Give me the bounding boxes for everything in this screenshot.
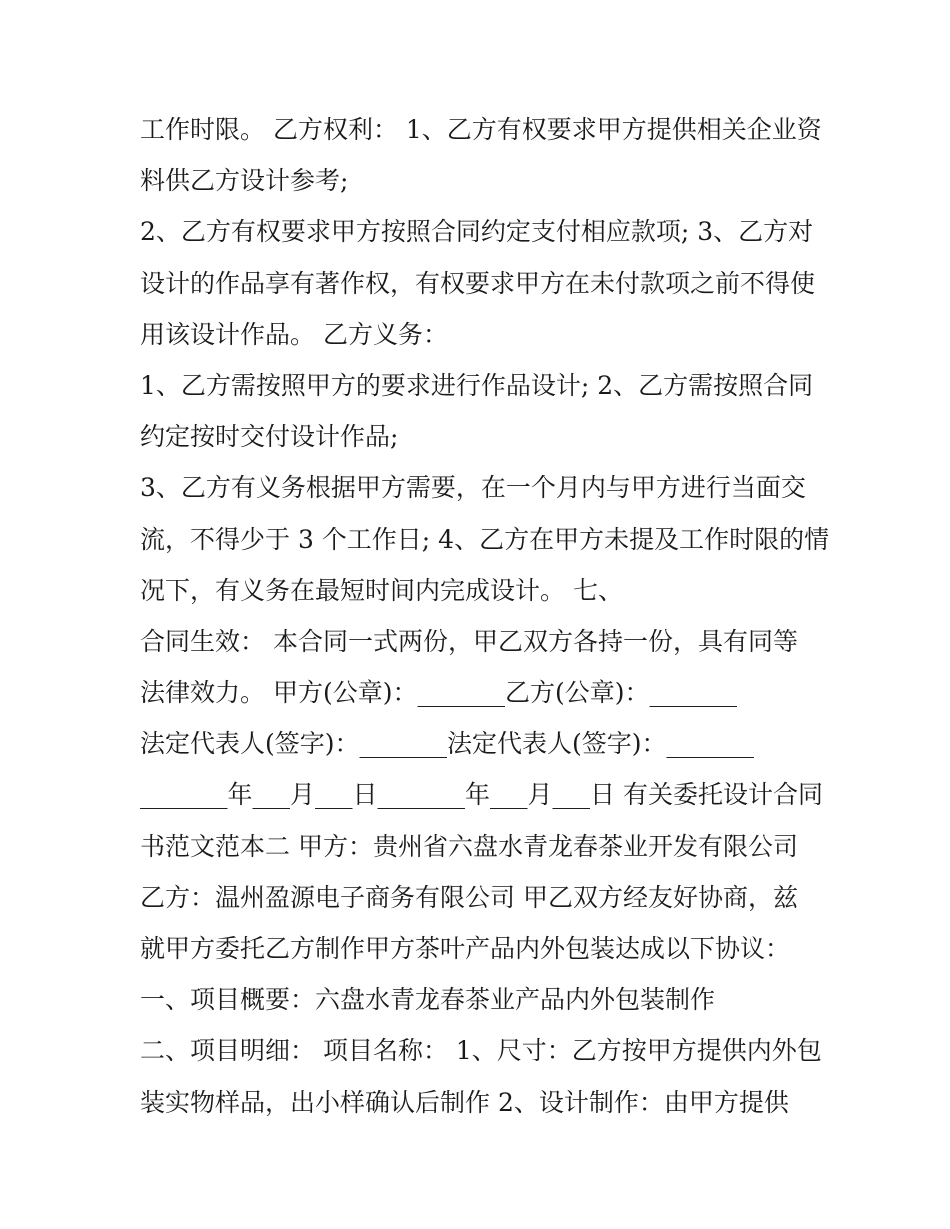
text-line-19: 二、项目明细： 项目名称： 1、尺寸：乙方按甲方提供内外包 bbox=[140, 1036, 822, 1066]
text-line-17: 就甲方委托乙方制作甲方茶叶产品内外包装达成以下协议： bbox=[140, 934, 791, 963]
text-line-20: 装实物样品，出小样确认后制作 2、设计制作：由甲方提供 bbox=[140, 1087, 789, 1117]
text-line-3: 2、乙方有权要求甲方按照合同约定支付相应款项; 3、乙方对 bbox=[140, 217, 814, 247]
text-line-1: 工作时限。 乙方权利： 1、乙方有权要求甲方提供相关企业资 bbox=[140, 115, 822, 144]
text-line-11: 合同生效： 本合同一式两份，甲乙双方各持一份，具有同等 bbox=[140, 626, 798, 656]
text-line-18: 一、项目概要：六盘水青龙春茶业产品内外包装制作 bbox=[140, 985, 716, 1015]
text-line-8: 3、乙方有义务根据甲方需要，在一个月内与甲方进行当面交 bbox=[140, 473, 806, 503]
text-line-7: 约定按时交付设计作品; bbox=[140, 422, 399, 452]
text-line-5: 用该设计作品。 乙方义务： bbox=[140, 319, 448, 349]
text-line-12: 法律效力。 甲方(公章)：_______乙方(公章)：_______ bbox=[140, 678, 737, 708]
text-line-9: 流，不得少于 3 个工作日; 4、乙方在甲方未提及工作时限的情 bbox=[140, 524, 830, 554]
text-line-2: 料供乙方设计参考; bbox=[140, 166, 349, 196]
text-line-13: 法定代表人(签字)：_______法定代表人(签字)：_______ bbox=[140, 729, 755, 759]
contract-body-text bbox=[140, 104, 830, 1128]
text-line-4: 设计的作品享有著作权，有权要求甲方在未付款项之前不得使 bbox=[140, 268, 816, 298]
text-line-16: 乙方：温州盈源电子商务有限公司 甲乙双方经友好协商，兹 bbox=[140, 882, 798, 912]
text-line-14: _______年___月___日_______年___月___日 有关委托设计合同 bbox=[140, 780, 823, 810]
text-line-10: 况下，有义务在最短时间内完成设计。 七、 bbox=[140, 575, 623, 605]
text-line-15: 书范文范本二 甲方：贵州省六盘水青龙春茶业开发有限公司 bbox=[140, 831, 798, 861]
text-line-6: 1、乙方需按照甲方的要求进行作品设计; 2、乙方需按照合同 bbox=[140, 370, 814, 400]
